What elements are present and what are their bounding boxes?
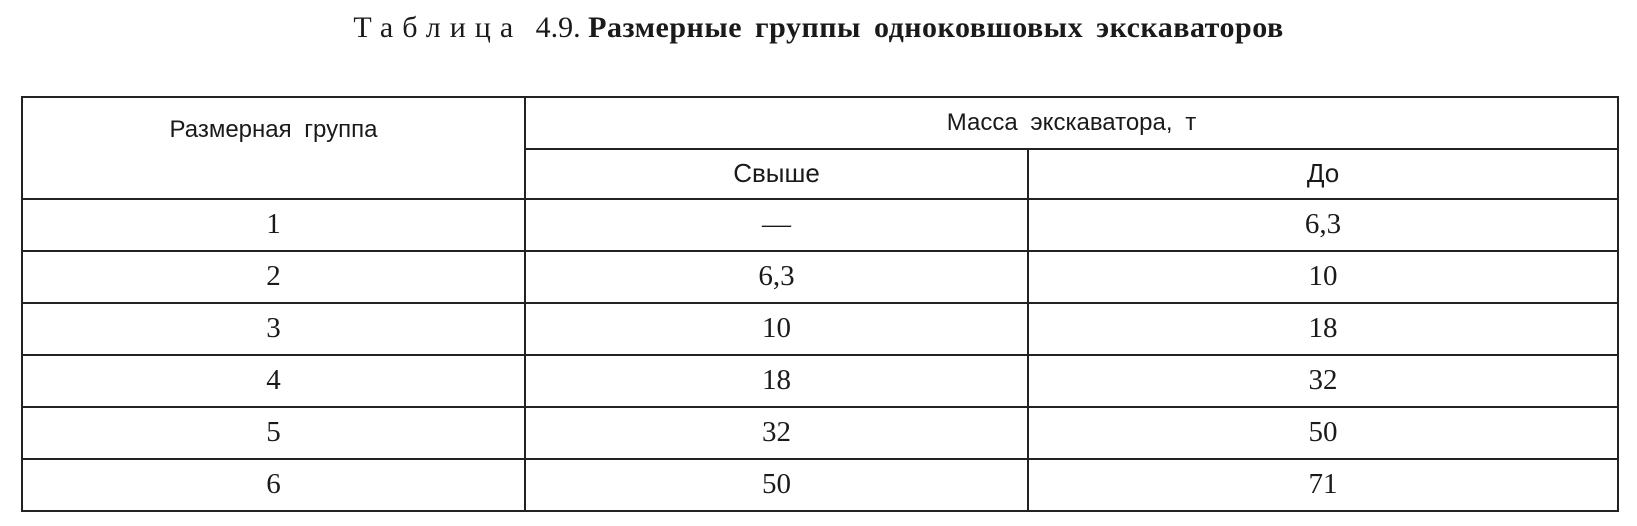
cell-above: 10 [525,303,1028,355]
excavator-size-groups-table [21,96,1619,512]
cell-group: 1 [22,199,525,251]
cell-group: 3 [22,303,525,355]
caption-label: Таблица [353,11,523,44]
cell-above: 50 [525,459,1028,511]
cell-group: 2 [22,251,525,303]
table-row [22,251,1618,303]
header-above: Свыше [525,149,1028,199]
cell-above: — [525,199,1028,251]
table-row [22,355,1618,407]
header-excavator-mass: Масса экскаватора, т [525,97,1618,149]
table-header-row [22,97,1618,149]
table-row [22,407,1618,459]
cell-above: 32 [525,407,1028,459]
cell-group: 4 [22,355,525,407]
cell-above: 18 [525,355,1028,407]
header-size-group: Размерная группа [22,97,525,199]
table-row [22,303,1618,355]
caption-title: Размерные группы одноковшовых экскаваторов [588,11,1284,44]
cell-group: 5 [22,407,525,459]
cell-up-to: 6,3 [1028,199,1618,251]
cell-up-to: 71 [1028,459,1618,511]
table-row [22,199,1618,251]
cell-up-to: 50 [1028,407,1618,459]
cell-above: 6,3 [525,251,1028,303]
table-row [22,459,1618,511]
cell-up-to: 18 [1028,303,1618,355]
cell-group: 6 [22,459,525,511]
table-caption [0,8,1637,48]
caption-number: 4.9. [535,11,581,44]
cell-up-to: 10 [1028,251,1618,303]
header-up-to: До [1028,149,1618,199]
cell-up-to: 32 [1028,355,1618,407]
